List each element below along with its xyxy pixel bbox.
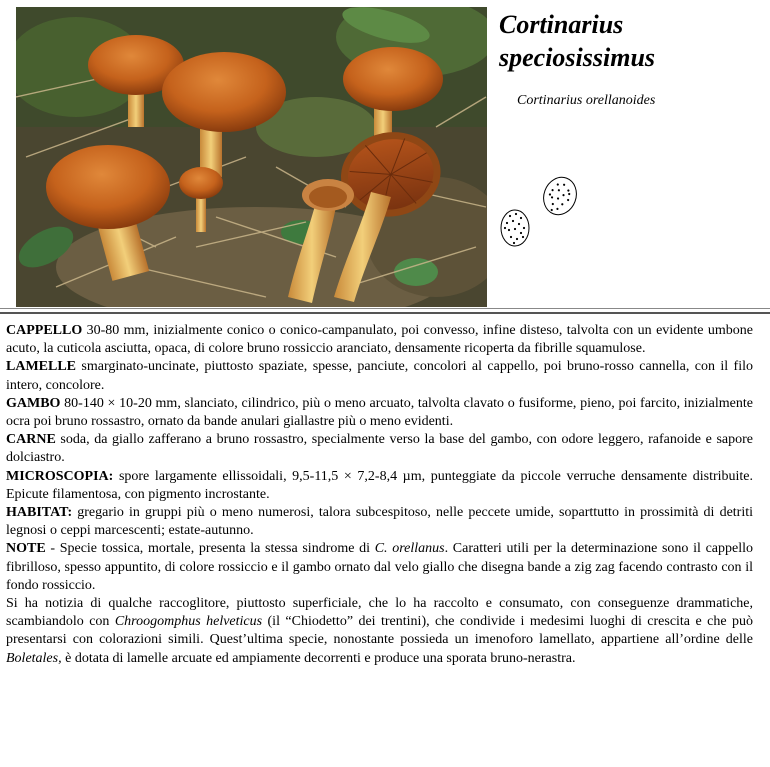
section-text: . Caratteri utili per la determinazione sono il cappello fibrilloso, spesso appuntito, di colore rossiccio e il gambo ornato dal velo giallo che disegna bande a zig zag facendo contrasto con il fondo rossiccio. [6,541,753,593]
species-title: Cortinarius speciosissimus [499,10,656,72]
section-carne [6,431,753,467]
section-text: - Specie tossica, mortale, presenta la stessa sindrome di [45,541,375,557]
section-label: MICROSCOPIA: [6,468,114,484]
section-lamelle [6,358,753,394]
section-label: CARNE [6,432,56,448]
section-text: 30-80 mm, inizialmente conico o conico-campanulato, poi convesso, infine disteso, talvolta con un evidente umbone acuto, la cuticola asciutta, opaca, di colore bruno rossiccio aranciato, densamente ricoperta da fibrille squamulose. [6,323,753,357]
section-text: smarginato-uncinate, piuttosto spaziate, spesse, panciute, concolori al cappello, poi bruno-rosso cannella, con il filo intero, concolore. [6,359,753,393]
italic-species-name: C. orellanus [374,541,445,557]
mushroom-photo-illustration [16,7,487,307]
section-label: CAPPELLO [6,323,83,338]
section-gambo [6,395,753,431]
bottom-divider [0,312,770,314]
italic-species-name: Boletales, [6,650,62,666]
section-note-continuation [6,595,753,668]
section-text: è dotata di lamelle arcuate ed ampiamente decorrenti e produce una sporata bruno-nerastra. [61,650,576,666]
section-label: LAMELLE [6,359,77,375]
section-text: 80-140 × 10-20 mm, slanciato, cilindrico, più o meno arcuato, talvolta clavato o fusiforme, pieno, poi farcito, inizialmente ocra poi bruno rossastro, ornato da bande anulari giallastre più o meno evidenti. [6,395,753,430]
section-habitat [6,504,753,540]
spore-lower [501,210,529,246]
section-label: HABITAT: [6,505,73,521]
section-label: NOTE [6,541,46,557]
section-text: Si ha notizia di qualche raccoglitore, piuttosto superficiale, che lo ha raccolto e consumato, con conseguenze drammatiche, scambiandolo con [6,596,753,630]
species-synonym: Cortinarius orellanoides [517,93,656,108]
section-text: soda, da giallo zafferano a bruno rossastro, specialmente verso la base del gambo, con odore leggero, rafanoide e sapore dolciastro. [6,432,753,466]
section-note [6,540,753,595]
spores-drawing [496,176,586,252]
section-cappello [6,322,753,358]
section-label: GAMBO [6,395,61,411]
section-text: spore largamente ellissoidali, 9,5-11,5 × 7,2-8,4 µm, punteggiate da piccole verruche densamente distribuite. Epicute filamentosa, con pigmento incrostante. [6,468,753,502]
italic-species-name: Chroogomphus helveticus [114,614,263,630]
top-divider [0,308,770,309]
section-microscopia [6,468,753,504]
mushroom-photo [16,7,487,307]
section-text: (il “Chiodetto” dei trentini), che condivide i medesimi luoghi di crescita e che può presentarsi con colorazioni simili. Quest’ultima specie, nonostante possieda un imenoforo lamellato, appartiene all’ordine delle [6,614,753,648]
description-body [6,322,753,668]
section-text: gregario in gruppi più o meno numerosi, talora subcespitoso, nelle peccete umide, soparttutto in prossimità di detriti legnosi o ceppi marcescenti; estate-autunno. [6,505,753,539]
spore-upper [538,176,581,219]
